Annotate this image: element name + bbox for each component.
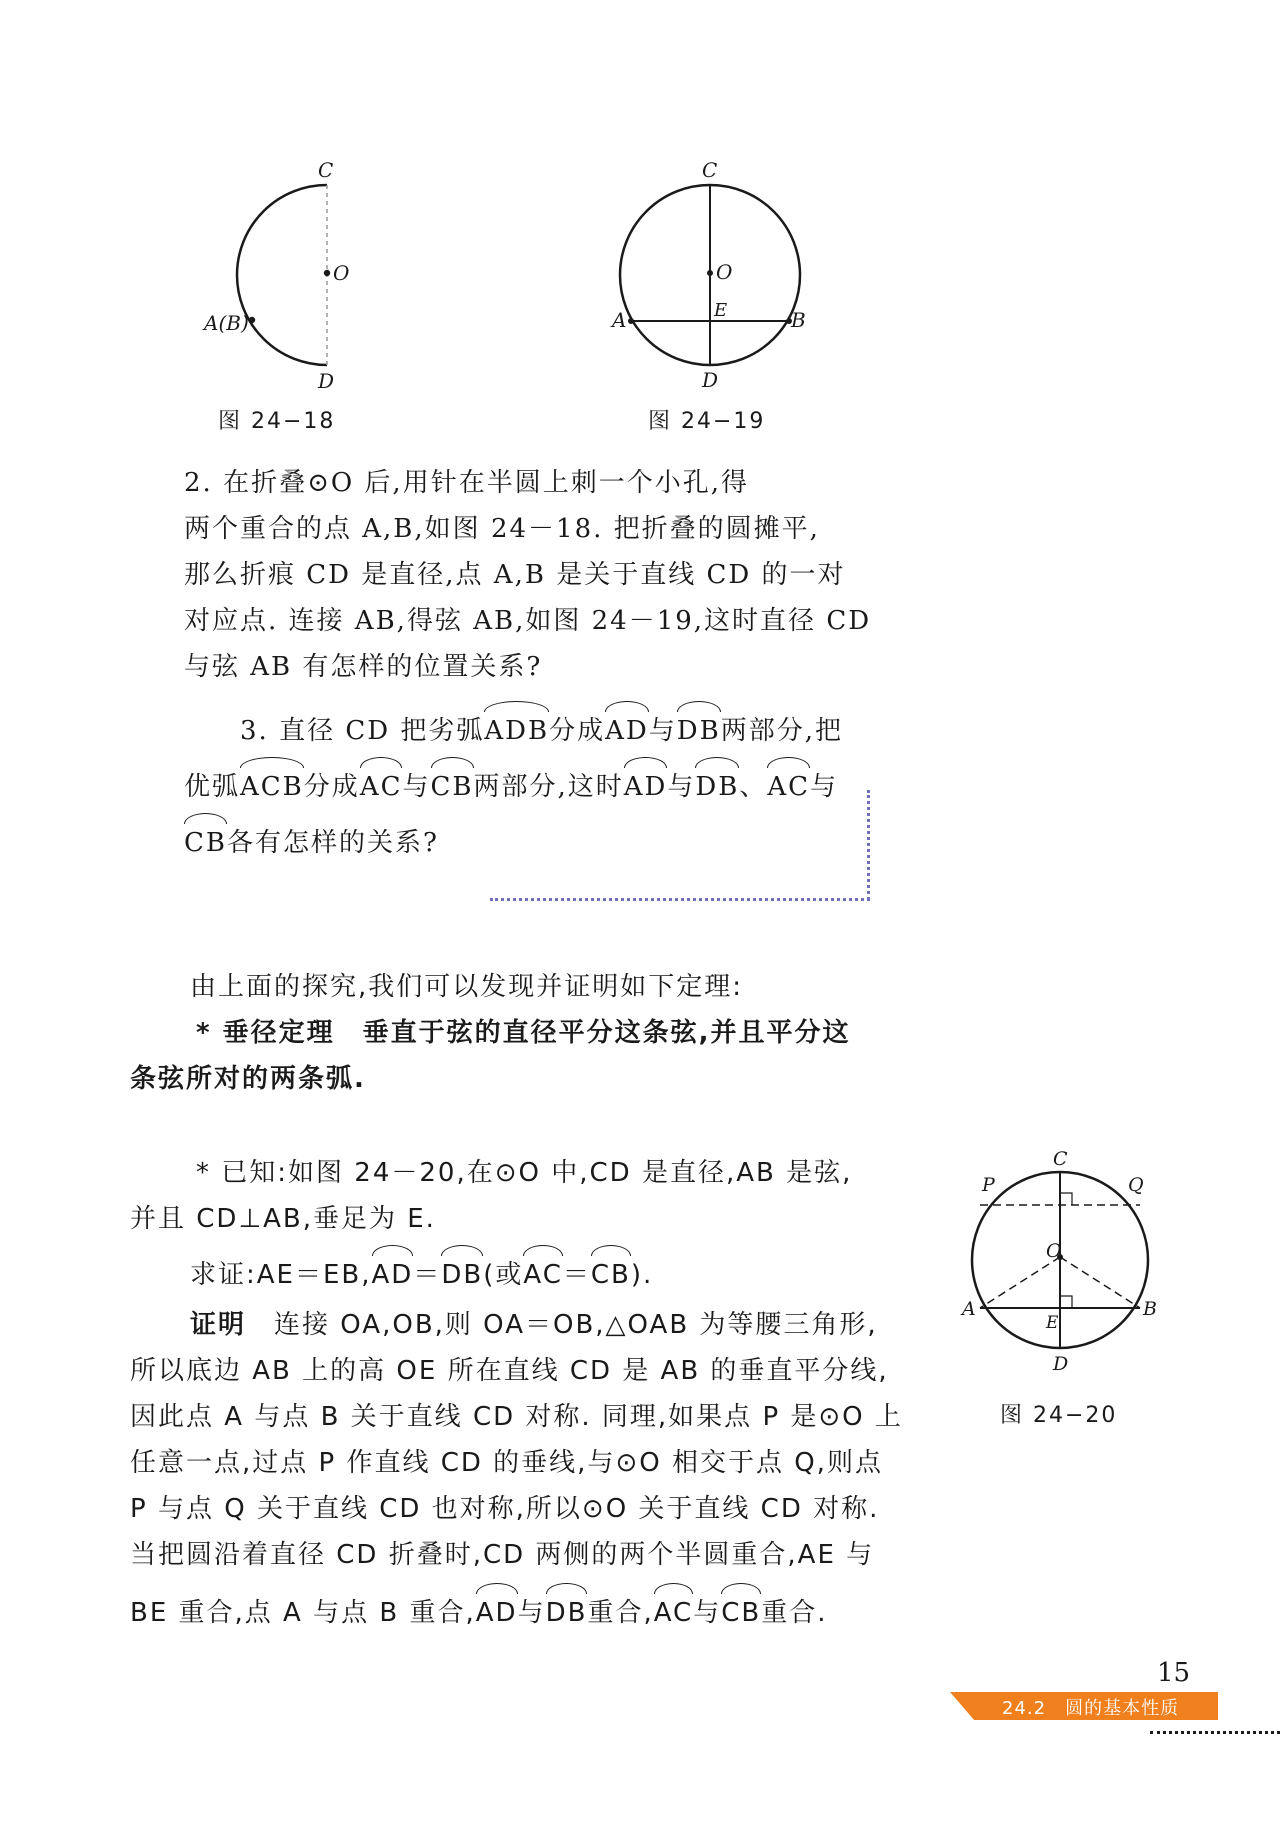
proof-label: 证明 [190,1310,247,1340]
label-e: E [714,300,728,321]
label-o: O [716,260,733,284]
proof-line-3: 因此点 A 与点 B 关于直线 CD 对称. 同理,如果点 P 是⊙O 上 [130,1402,903,1432]
proof-line-2: 所以底边 AB 上的高 OE 所在直线 CD 是 AB 的垂直平分线, [130,1356,889,1386]
center-point [324,270,330,276]
center-point [707,270,713,276]
theorem-line-1: * 垂径定理 垂直于弦的直径平分这条弦,并且平分这 [196,1018,851,1048]
figure-24-20 [960,1145,1175,1375]
given-line-2: 并且 CD⊥AB,垂足为 E. [130,1204,436,1234]
theorem-line-2: 条弦所对的两条弧. [130,1064,366,1094]
label-o: O [1046,1240,1062,1262]
figure-24-18 [190,155,370,400]
label-c: C [702,158,718,182]
point-ab [249,317,255,323]
question-2-line-4: 对应点. 连接 AB,得弦 AB,如图 24－19,这时直径 CD [184,606,872,636]
semicircle-arc [237,185,327,365]
figure-caption-24-20: 图 24−20 [1000,1403,1118,1428]
label-d: D [318,369,335,393]
question-2-line-1: 2. 在折叠⊙O 后,用针在半圆上刺一个小孔,得 [184,468,749,498]
section-title: 24.2 圆的基本性质 [1002,1698,1180,1719]
label-p: P [982,1174,995,1196]
label-c: C [318,158,334,182]
label-ab: A(B) [204,311,249,335]
right-angle-top [1060,1193,1072,1205]
dotted-box-right [867,790,870,900]
label-d: D [1053,1353,1069,1375]
label-e: E [1046,1313,1059,1333]
page-number: 15 [1157,1658,1191,1688]
proof-line-5: P 与点 Q 关于直线 CD 也对称,所以⊙O 关于直线 CD 对称. [130,1494,880,1524]
question-3-line-1: 3. 直径 CD 把劣弧ADB分成AD与DB两部分,把 [240,708,843,754]
question-3-line-3: CB各有怎样的关系? [184,820,439,866]
figure-caption-24-19: 图 24−19 [648,409,766,434]
theorem-intro: 由上面的探究,我们可以发现并证明如下定理: [190,972,744,1002]
label-c: C [1053,1148,1068,1170]
proof-line-4: 任意一点,过点 P 作直线 CD 的垂线,与⊙O 相交于点 Q,则点 [130,1448,883,1478]
figure-24-19 [600,155,820,400]
proof-line-7: BE 重合,点 A 与点 B 重合,AD与DB重合,AC与CB重合. [130,1590,827,1636]
label-b: B [791,308,806,332]
segment-oa [980,1257,1060,1308]
figure-caption-24-18: 图 24−18 [218,409,336,434]
question-2-line-5: 与弦 AB 有怎样的位置关系? [184,652,543,682]
proof-line-1: 证明 连接 OA,OB,则 OA＝OB,△OAB 为等腰三角形, [190,1310,878,1340]
given-line-1: * 已知:如图 24－20,在⊙O 中,CD 是直径,AB 是弦, [196,1158,853,1188]
label-q: Q [1128,1174,1144,1196]
proof-line-6: 当把圆沿着直径 CD 折叠时,CD 两侧的两个半圆重合,AE 与 [130,1540,875,1570]
label-o: O [333,261,350,285]
label-a: A [612,308,627,332]
label-d: D [702,368,719,392]
label-b: B [1143,1298,1157,1320]
point-a [628,318,634,324]
question-2-line-3: 那么折痕 CD 是直径,点 A,B 是关于直线 CD 的一对 [184,560,846,590]
footer-dotted-line [1150,1731,1280,1734]
right-angle-e [1060,1296,1072,1308]
question-2-line-2: 两个重合的点 A,B,如图 24－18. 把折叠的圆摊平, [184,514,820,544]
dotted-box-bottom [490,898,870,901]
label-a: A [962,1298,976,1320]
question-3-line-2: 优弧ACB分成AC与CB两部分,这时AD与DB、AC与 [184,764,838,810]
prove-statement: 求证:AE＝EB,AD＝DB(或AC＝CB). [190,1252,653,1298]
